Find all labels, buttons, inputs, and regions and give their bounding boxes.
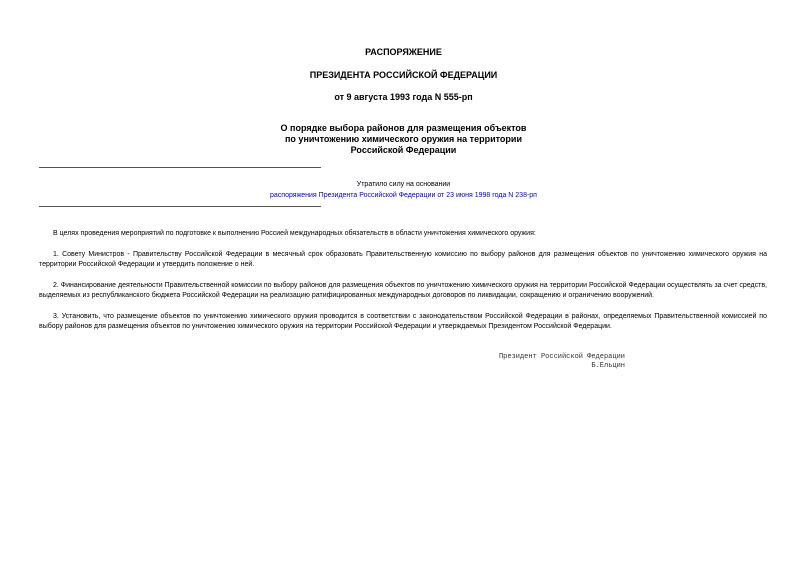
- clause-2-paragraph: 2. Финансирование деятельности Правительственной комиссии по выбору районов для размещения объектов по уничтожению химического оружия на территории Российской Федерации осуществлять за счет средств, выделяемых из республиканского бюджета Российской Федерации на реализацию ратифицированных международных договоров по ликвидации, сокращению и ограничению вооружений.: [39, 282, 767, 299]
- preamble-paragraph: В целях проведения мероприятий по подготовке к выполнению Россией международных обязательств в области уничтожения химического оружия:: [53, 230, 536, 237]
- repeal-document-link[interactable]: распоряжения Президента Российской Федерации от 23 июня 1998 года N 238-рп: [270, 192, 537, 199]
- divider-bottom: [39, 206, 321, 207]
- subject-line: О порядке выбора районов для размещения объектов: [280, 123, 527, 133]
- clause-3-paragraph: 3. Установить, что размещение объектов по уничтожению химического оружия проводится в соответствии с законодательством Российской Федерации в районах, определяемых Правительственной комиссией по выбору районов для размещения объектов по уничтожению химического оружия на территории Российской Федерации и утверждаемых Президентом Российской Федерации.: [39, 313, 767, 330]
- document-type-heading: РАСПОРЯЖЕНИЕ: [365, 47, 442, 57]
- date-number-heading: от 9 августа 1993 года N 555-рп: [334, 92, 473, 102]
- clause-1-paragraph: 1. Совету Министров - Правительству Российской Федерации в месячный срок образовать Правительственную комиссию по выбору районов для размещения объектов по уничтожению химического оружия на территории Российской Федерации и утвердить положение о ней.: [39, 251, 767, 268]
- signatory-name: Б.Ельцин: [591, 362, 625, 370]
- signatory-title: Президент Российской Федерации: [498, 353, 625, 361]
- subject-line: по уничтожению химического оружия на территории: [285, 134, 522, 144]
- issuer-heading: ПРЕЗИДЕНТА РОССИЙСКОЙ ФЕДЕРАЦИИ: [309, 70, 498, 80]
- lapsed-status-label: Утратило силу на основании: [356, 181, 451, 188]
- subject-line: Российской Федерации: [350, 145, 457, 155]
- document-subject: [0, 123, 807, 156]
- divider-top: [39, 167, 321, 168]
